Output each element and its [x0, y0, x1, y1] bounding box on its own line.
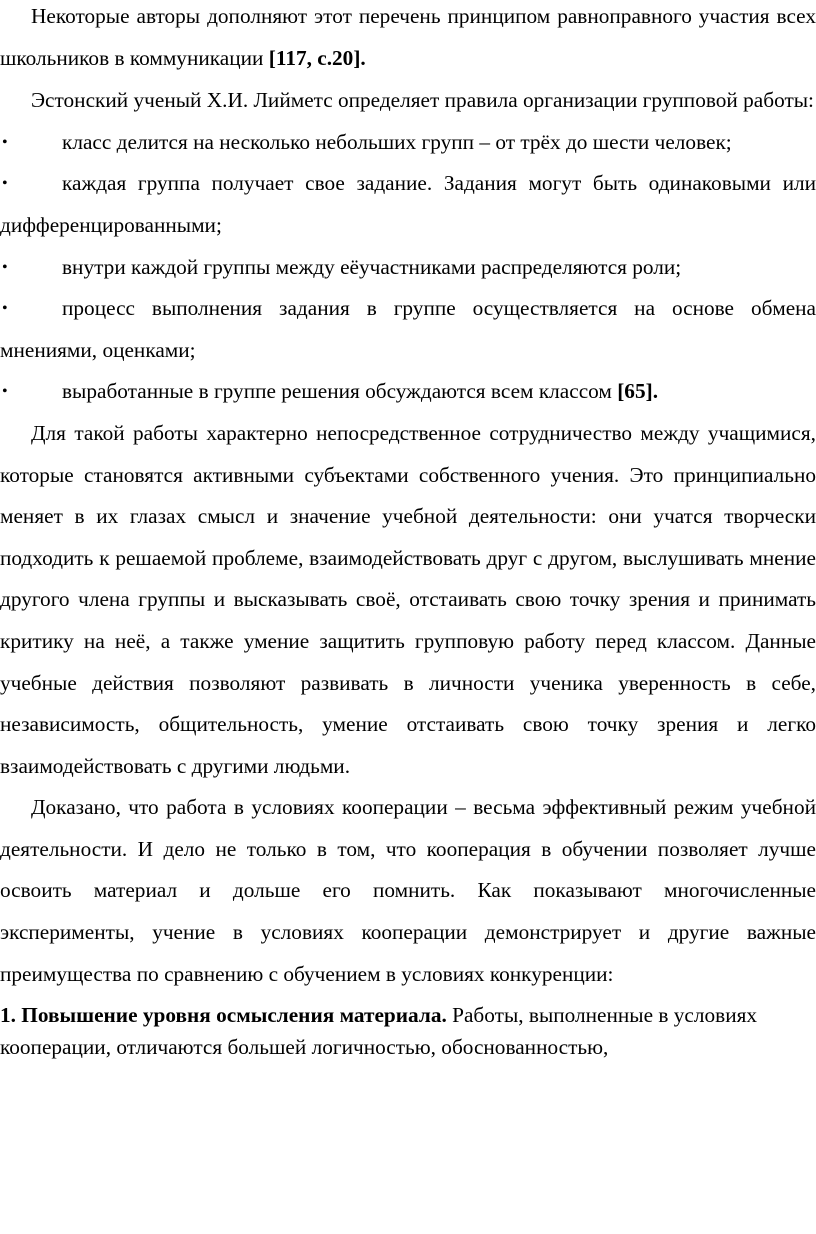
list-item [0, 288, 816, 371]
paragraph-1-text: Некоторые авторы дополняют этот перечень принципом равноправного участия всех школьников в коммуникации [0, 4, 816, 70]
bullet-icon: • [2, 383, 8, 401]
bullet-icon: • [2, 300, 8, 318]
bullet-icon: • [2, 133, 8, 151]
list-item-text: внутри каждой группы между еёучастниками распределяются роли; [62, 254, 682, 279]
list-item [0, 163, 816, 246]
paragraph-4 [0, 787, 816, 995]
paragraph-4-text: Доказано, что работа в условиях кооперации – весьма эффективный режим учебной деятельности. И дело не только в том, что кооперация в обучении позволяет лучше освоить материал и дольше его помнить. Как показывают многочисленные эксперименты, учение в условиях кооперации демонстрирует и другие важные преимущества по сравнению с обучением в условиях конкуренции: [0, 795, 816, 986]
section-heading: 1. Повышение уровня осмысления материала. [0, 1003, 447, 1028]
bullet-icon: • [2, 258, 8, 276]
paragraph-3 [0, 413, 816, 787]
paragraph-5-text: Работы, выполненные в условиях кооперации, отличаются большей логичностью, обоснованностью, [0, 1003, 758, 1060]
list-item [0, 371, 816, 413]
list-item-text: класс делится на несколько небольших групп – от трёх до шести человек; [62, 129, 732, 154]
citation-117: [117, с.20]. [268, 45, 366, 70]
rules-list [0, 122, 816, 413]
paragraph-2-text: Эстонский ученый Х.И. Лийметс определяет правила организации групповой работы: [31, 88, 814, 113]
list-item-text: выработанные в группе решения обсуждаются всем классом [62, 379, 618, 404]
list-item-text: процесс выполнения задания в группе осуществляется на основе обмена мнениями, оценками; [0, 296, 816, 362]
citation-65: [65]. [617, 379, 659, 404]
list-item [0, 122, 816, 164]
paragraph-3-text: Для такой работы характерно непосредственное сотрудничество между учащимися, которые становятся активными субъектами собственного учения. Это принципиально меняет в их глазах смысл и значение учебной деятельности: они учатся творчески подходить к решаемой проблеме, взаимодействовать друг с другом, выслушивать мнение другого члена группы и высказывать своё, отстаивать свою точку зрения и принимать критику на неё, а также умение защитить групповую работу перед классом. Данные учебные действия позволяют развивать в личности ученика уверенность в себе, независимость, общительность, умение отстаивать свою точку зрения и легко взаимодействовать с другими людьми. [0, 420, 816, 778]
paragraph-2 [0, 80, 816, 122]
paragraph-1 [0, 0, 816, 79]
paragraph-5 [0, 999, 816, 1063]
list-item [0, 247, 816, 289]
bullet-icon: • [2, 175, 8, 193]
list-item-text: каждая группа получает свое задание. Задания могут быть одинаковыми или дифференцированными; [0, 171, 816, 237]
